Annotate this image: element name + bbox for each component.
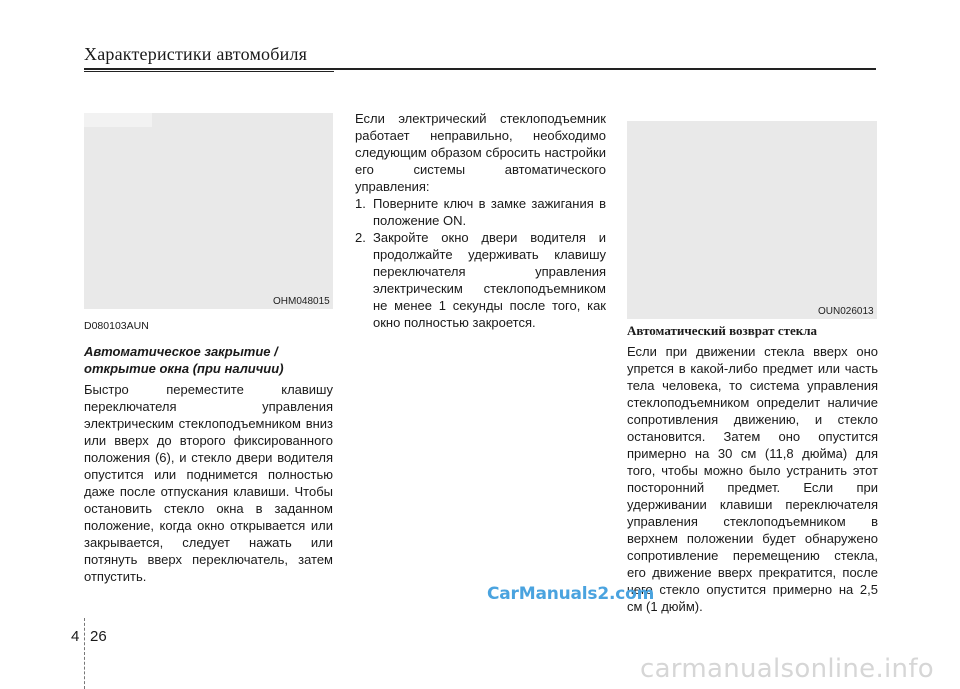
section-heading: Автоматическое закрытие / открытие окна (при наличии) [84,344,284,376]
auto-reverse-heading: Автоматический возврат стекла [627,323,818,338]
section-code: D080103AUN [84,320,149,332]
reset-step [355,195,606,229]
section-body: Быстро переместите клавишу переключателя управления электрическим стеклоподъемником вниз или вверх до второго фиксированного положения (6), и стекло двери водителя опустится или поднимется полностью даже после отпускания клавиши. Чтобы остановить стекло окна в заданном положение, когда окно открывается или закрывается, следует нажать или потянуть вверх переключатель, затем отпустить. [84,382,333,584]
figure-label-right: OUN026013 [818,306,874,317]
reset-steps [355,195,606,331]
figure-window-switch [84,113,333,309]
reset-step [355,229,606,331]
figure-window-reverse [627,121,877,319]
left-column [84,318,333,585]
figure-inset [84,113,152,127]
step-number: 1. [355,196,366,211]
figure-label-left: OHM048015 [273,296,330,307]
footer-site-watermark: carmanualsonline.info [639,654,934,684]
auto-reverse-body: Если при движении стекла вверх оно упрется в какой-либо предмет или часть тела человека, то система управления стеклоподъемником определит наличие сопротивления движению, и стекло остановится. Затем оно опустится примерно на 30 см (11,8 дюйма) для того, чтобы можно было устранить этот посторонний предмет. Если при удерживании клавиши переключателя управления стеклоподъемником в верхнем положении будет обнаружено сопротивление перемещению стекла, его движение вверх прекратится, после чего стекло опустится примерно на 2,5 см (1 дюйм). [627,344,878,614]
reset-intro: Если электрический стеклоподъемник работает неправильно, необходимо следующим образом сбросить настройки его системы автоматического управления: [355,111,606,194]
page-number: 26 [90,628,107,645]
header-rule-accent [84,71,334,72]
step-text: Поверните ключ в замке зажигания в положение ON. [373,196,606,228]
step-number: 2. [355,230,366,245]
page-header-title: Характеристики автомобиля [84,44,308,64]
site-watermark[interactable]: CarManuals2.com [487,584,655,604]
page-divider [84,618,85,689]
section-number: 4 [71,628,80,645]
middle-column [355,110,606,331]
right-column [627,322,878,615]
step-text: Закройте окно двери водителя и продолжайте удерживать клавишу переключателя управления электрическим стеклоподъемником не менее 1 секунды после того, как окно полностью закроется. [373,230,606,330]
header-rule [84,68,876,70]
